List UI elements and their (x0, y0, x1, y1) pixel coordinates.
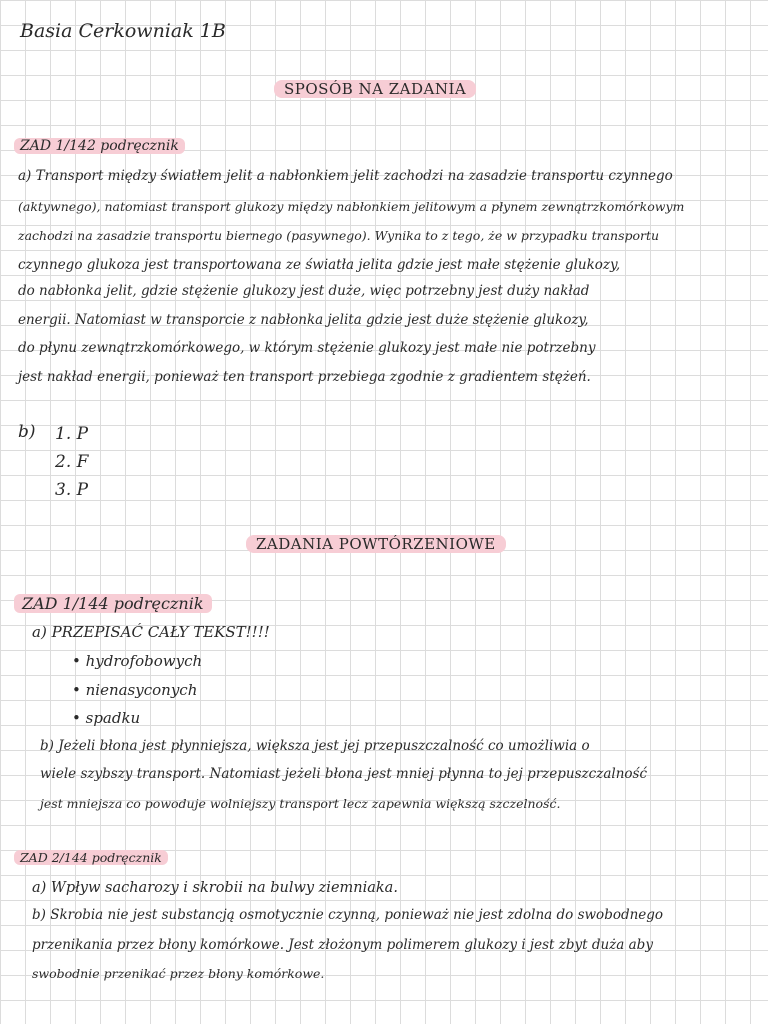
list-item: • nienasyconych (72, 681, 198, 699)
section-title-sposob: SPOSÓB NA ZADANIA (274, 80, 476, 98)
answer-line: przenikania przez błony komórkowe. Jest złożonym polimerem glukozy i jest zbyt duża aby (32, 937, 653, 953)
list-item: 3. P (55, 480, 89, 500)
zad-label-2-144: ZAD 2/144 podręcznik (14, 850, 168, 865)
list-item: 1. P (55, 424, 89, 444)
answer-line: jest mniejsza co powoduje wolniejszy transport lecz zapewnia większą szczelność. (40, 796, 561, 811)
student-name: Basia Cerkowniak 1B (20, 20, 226, 42)
answer-line: wiele szybszy transport. Natomiast jeżeli błona jest mniej płynna to jej przepuszczalność (40, 766, 648, 782)
list-item: 2. F (55, 452, 89, 472)
list-item: • hydrofobowych (72, 652, 203, 670)
answer-line: do płynu zewnątrzkomórkowego, w którym stężenie glukozy jest małe nie potrzebny (18, 340, 596, 356)
answer-line: swobodnie przenikać przez błony komórkowe. (32, 966, 325, 981)
answer-line: a) Transport między światłem jelit a nabłonkiem jelit zachodzi na zasadzie transportu czynnego (18, 168, 673, 184)
zad-label-1-144: ZAD 1/144 podręcznik (14, 594, 212, 613)
zad-label-1-142: ZAD 1/142 podręcznik (14, 138, 185, 154)
list-item: • spadku (72, 709, 141, 727)
answer-line: jest nakład energii, ponieważ ten transport przebiega zgodnie z gradientem stężeń. (18, 369, 591, 385)
answer-line: czynnego glukoza jest transportowana ze światła jelita gdzie jest małe stężenie glukozy, (18, 257, 621, 273)
zad1-144-answer-a: a) PRZEPISAĆ CAŁY TEKST!!!! (32, 623, 270, 641)
answer-b-label: b) (18, 422, 36, 442)
answer-line: b) Jeżeli błona jest płynniejsza, większa jest jej przepuszczalność co umożliwia o (40, 738, 590, 754)
answer-line: b) Skrobia nie jest substancją osmotycznie czynną, ponieważ nie jest zdolna do swobodnego (32, 907, 664, 923)
section-title-powtorzeniowe: ZADANIA POWTÓRZENIOWE (246, 535, 506, 553)
answer-line: energii. Natomiast w transporcie z nabłonka jelita gdzie jest duże stężenie glukozy, (18, 312, 589, 328)
answer-line: do nabłonka jelit, gdzie stężenie glukozy jest duże, więc potrzebny jest duży nakład (18, 283, 590, 299)
answer-line: (aktywnego), natomiast transport glukozy między nabłonkiem jelitowym a płynem zewnątrzkomórkowym (18, 199, 685, 214)
answer-line: zachodzi na zasadzie transportu biernego (pasywnego). Wynika to z tego, że w przypadku transportu (18, 228, 660, 243)
zad2-144-answer-a: a) Wpływ sacharozy i skrobii na bulwy ziemniaka. (32, 880, 398, 896)
